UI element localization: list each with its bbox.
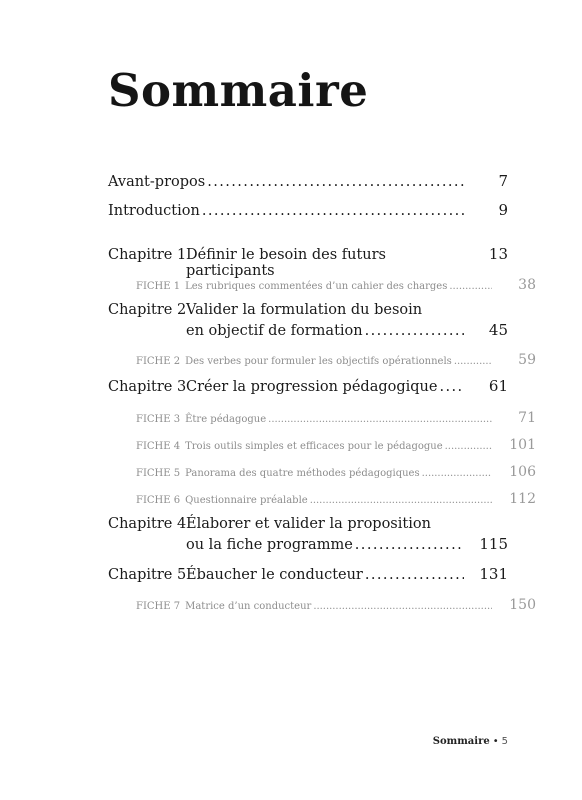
fiche-label: FICHE 2 <box>136 356 181 367</box>
toc-entry-text: Trois outils simples et efficaces pour le pédagogue <box>185 441 443 452</box>
toc-entry-text: Les rubriques commentées d’un cahier des charges <box>185 281 448 292</box>
toc-entry-fiche-2[interactable] <box>108 352 536 368</box>
toc-entry-text: Questionnaire préalable <box>185 495 308 506</box>
dot-leader <box>310 495 492 506</box>
toc-entry-chapitre-1[interactable] <box>108 245 508 279</box>
toc-entry-text-line1: Élaborer et valider la proposition <box>186 516 431 532</box>
toc-page-number: 45 <box>488 321 508 339</box>
dot-leader <box>365 323 464 339</box>
footer-bullet: • <box>492 736 499 747</box>
toc-entry-fiche-6[interactable] <box>108 491 536 507</box>
toc-page-number: 61 <box>488 377 508 395</box>
toc-page-number: 101 <box>509 437 536 453</box>
footer-page-number: 5 <box>501 736 508 747</box>
dot-leader <box>439 379 464 395</box>
dot-leader <box>449 281 492 292</box>
dot-leader <box>422 468 492 479</box>
toc-page-number: 71 <box>518 410 536 426</box>
toc-page-number: 106 <box>509 464 536 480</box>
fiche-label: FICHE 1 <box>136 281 181 292</box>
dot-leader <box>365 567 464 583</box>
toc-entry-text: Définir le besoin des futurs participants <box>186 247 386 279</box>
chapter-label: Chapitre 3 <box>108 379 187 395</box>
toc-entry-avant-propos[interactable] <box>108 172 508 190</box>
toc-entry-text: Des verbes pour formuler les objectifs opérationnels <box>185 356 452 367</box>
chapter-label: Chapitre 2 <box>108 302 187 318</box>
toc-entry-fiche-4[interactable] <box>108 437 536 453</box>
page-footer <box>433 736 508 747</box>
toc-entry-text: Introduction <box>108 203 200 219</box>
toc-page-number: 9 <box>498 201 508 219</box>
dot-leader <box>207 174 464 190</box>
chapter-label: Chapitre 1 <box>108 247 187 263</box>
toc-entry-text: Être pédagogue <box>185 414 267 425</box>
toc-entry-text-line2: ou la fiche programme <box>186 537 353 553</box>
toc-entry-text-line2: en objectif de formation <box>186 323 363 339</box>
toc-entry-fiche-3[interactable] <box>108 410 536 426</box>
toc-entry-text: Ébaucher le conducteur <box>186 567 363 583</box>
chapter-label: Chapitre 4 <box>108 516 187 532</box>
toc-entry-chapitre-3[interactable] <box>108 377 508 395</box>
dot-leader <box>454 356 492 367</box>
footer-label: Sommaire <box>432 736 490 747</box>
chapter-label: Chapitre 5 <box>108 567 187 583</box>
dot-leader <box>268 414 492 425</box>
page-title: Sommaire <box>108 64 369 117</box>
toc-entry-introduction[interactable] <box>108 201 508 219</box>
toc-page-number: 131 <box>479 565 508 583</box>
toc-page-number: 59 <box>518 352 536 368</box>
fiche-label: FICHE 7 <box>136 601 181 612</box>
toc-page-number: 112 <box>509 491 536 507</box>
toc-entry-text: Créer la progression pédagogique <box>186 379 438 395</box>
fiche-label: FICHE 3 <box>136 414 181 425</box>
toc-entry-text-line1: Valider la formulation du besoin <box>186 302 423 318</box>
toc-entry-fiche-7[interactable] <box>108 597 536 613</box>
toc-entry-fiche-5[interactable] <box>108 464 536 480</box>
toc-page-number: 38 <box>518 277 536 293</box>
toc-entry-text: Avant-propos <box>108 174 206 190</box>
toc-page-number: 13 <box>488 245 508 263</box>
toc-entry-text: Matrice d’un conducteur <box>185 601 312 612</box>
toc-page-number: 115 <box>479 535 508 553</box>
toc-entry-fiche-1[interactable] <box>108 277 536 293</box>
dot-leader <box>355 537 464 553</box>
dot-leader <box>202 203 464 219</box>
fiche-label: FICHE 4 <box>136 441 181 452</box>
fiche-label: FICHE 6 <box>136 495 181 506</box>
toc-page-number: 7 <box>498 172 508 190</box>
dot-leader <box>313 601 492 612</box>
toc-entry-chapitre-5[interactable] <box>108 565 508 583</box>
fiche-label: FICHE 5 <box>136 468 181 479</box>
dot-leader <box>445 441 492 452</box>
toc-page-number: 150 <box>509 597 536 613</box>
toc-entry-text: Panorama des quatre méthodes pédagogiques <box>185 468 420 479</box>
